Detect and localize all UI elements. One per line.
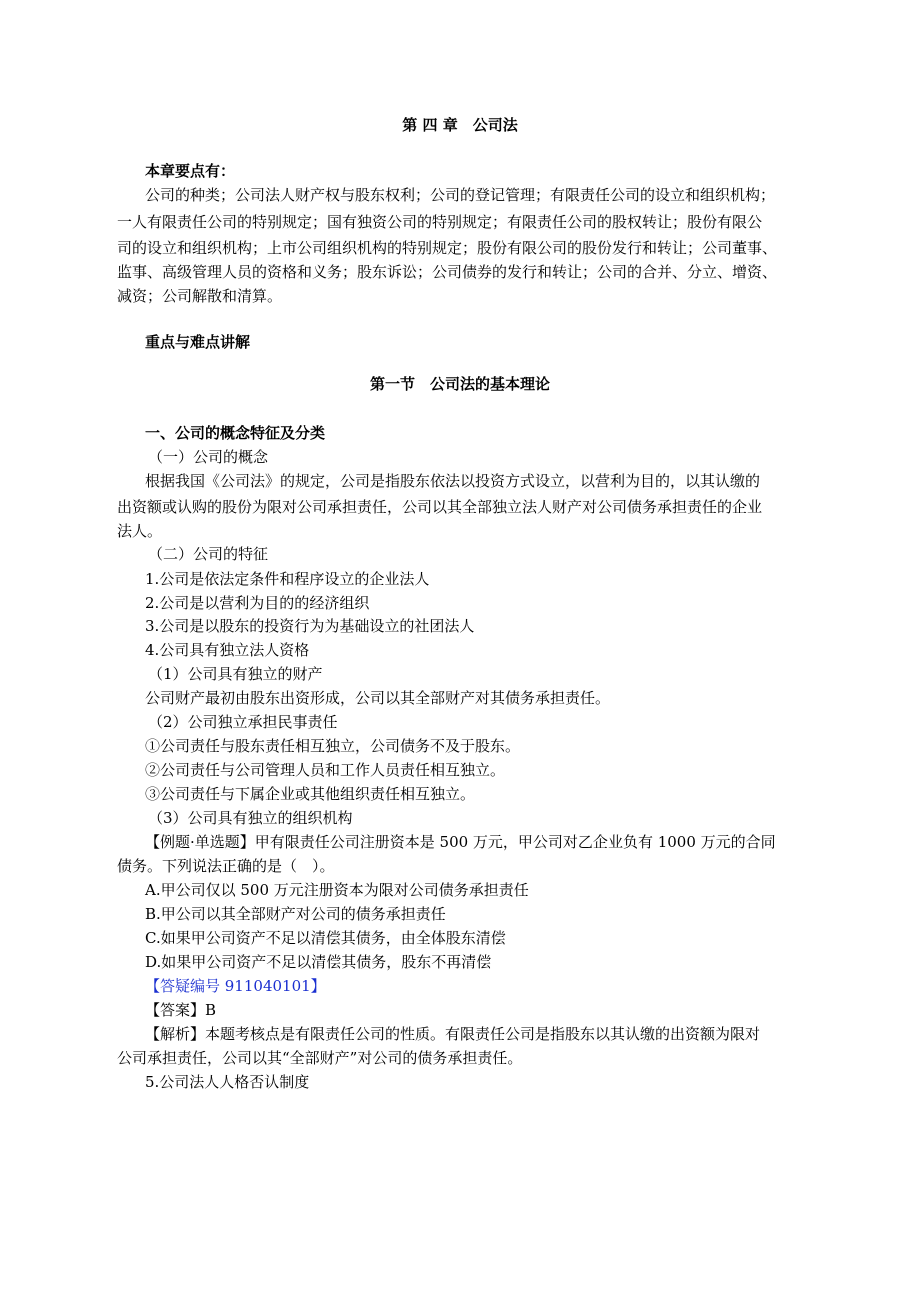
analysis-line: 【解析】本题考核点是有限责任公司的性质。有限责任公司是指股东以其认缴的出资额为限对: [145, 1025, 761, 1043]
focus-heading: 重点与难点讲解: [145, 333, 251, 351]
example-stem: 债务。下列说法正确的是（ ）。: [117, 857, 335, 875]
liability-item: ②公司责任与公司管理人员和工作人员责任相互独立。: [145, 761, 506, 779]
concept-line: 根据我国《公司法》的规定，公司是指股东依法以投资方式设立，以营利为目的，以其认缴的: [145, 472, 761, 490]
option-a: A.甲公司仅以 500 万元注册资本为限对公司债务承担责任: [145, 881, 529, 899]
feature-item: 2.公司是以营利为目的的经济组织: [145, 594, 370, 612]
subsection-heading: （一）公司的概念: [148, 448, 269, 466]
feature-item: 1.公司是依法定条件和程序设立的企业法人: [145, 570, 430, 588]
liability-item: ①公司责任与股东责任相互独立，公司债务不及于股东。: [145, 737, 521, 755]
liability-item: ③公司责任与下属企业或其他组织责任相互独立。: [145, 785, 476, 803]
answer: 【答案】B: [145, 1001, 217, 1019]
key-points-line: 公司的种类；公司法人财产权与股东权利；公司的登记管理；有限责任公司的设立和组织机构；: [145, 186, 776, 204]
feature-subtitle: （1）公司具有独立的财产: [148, 665, 323, 683]
feature-text: 公司财产最初由股东出资形成，公司以其全部财产对其债务承担责任。: [145, 689, 611, 707]
key-points-heading: 本章要点有：: [145, 162, 236, 180]
section-title: 第一节 公司法的基本理论: [369, 375, 550, 393]
option-d: D.如果甲公司资产不足以清偿其债务，股东不再清偿: [145, 953, 492, 971]
subsection-heading: （二）公司的特征: [148, 545, 269, 563]
key-points-line: 司的设立和组织机构；上市公司组织机构的特别规定；股份有限公司的股份发行和转让；公司董事、: [117, 239, 778, 257]
key-points-line: 一人有限责任公司的特别规定；国有独资公司的特别规定；有限责任公司的股权转让；股份有限公: [117, 213, 763, 231]
feature-subtitle: （3）公司具有独立的组织机构: [148, 809, 353, 827]
key-points-line: 减资；公司解散和清算。: [117, 287, 283, 305]
part1-heading: 一、公司的概念特征及分类: [145, 424, 326, 442]
chapter-title: 第 四 章 公司法: [402, 116, 518, 134]
feature-item: 3.公司是以股东的投资行为为基础设立的社团法人: [145, 617, 475, 635]
option-c: C.如果甲公司资产不足以清偿其债务，由全体股东清偿: [145, 929, 506, 947]
concept-line: 法人。: [117, 522, 163, 540]
feature-item: 5.公司法人人格否认制度: [145, 1073, 310, 1091]
feature-item: 4.公司具有独立法人资格: [145, 641, 310, 659]
option-b: B.甲公司以其全部财产对公司的债务承担责任: [145, 905, 446, 923]
concept-line: 出资额或认购的股份为限对公司承担责任，公司以其全部独立法人财产对公司债务承担责任的企业: [117, 498, 763, 516]
qa-code-link[interactable]: 【答疑编号 911040101】: [145, 977, 326, 995]
key-points-line: 监事、高级管理人员的资格和义务；股东诉讼；公司债券的发行和转让；公司的合并、分立、增资、: [117, 263, 778, 281]
example-stem: 【例题·单选题】甲有限责任公司注册资本是 500 万元，甲公司对乙企业负有 1000 万元的合同: [145, 833, 776, 851]
feature-subtitle: （2）公司独立承担民事责任: [148, 713, 338, 731]
analysis-line: 公司承担责任，公司以其“全部财产”对公司的债务承担责任。: [117, 1049, 523, 1067]
